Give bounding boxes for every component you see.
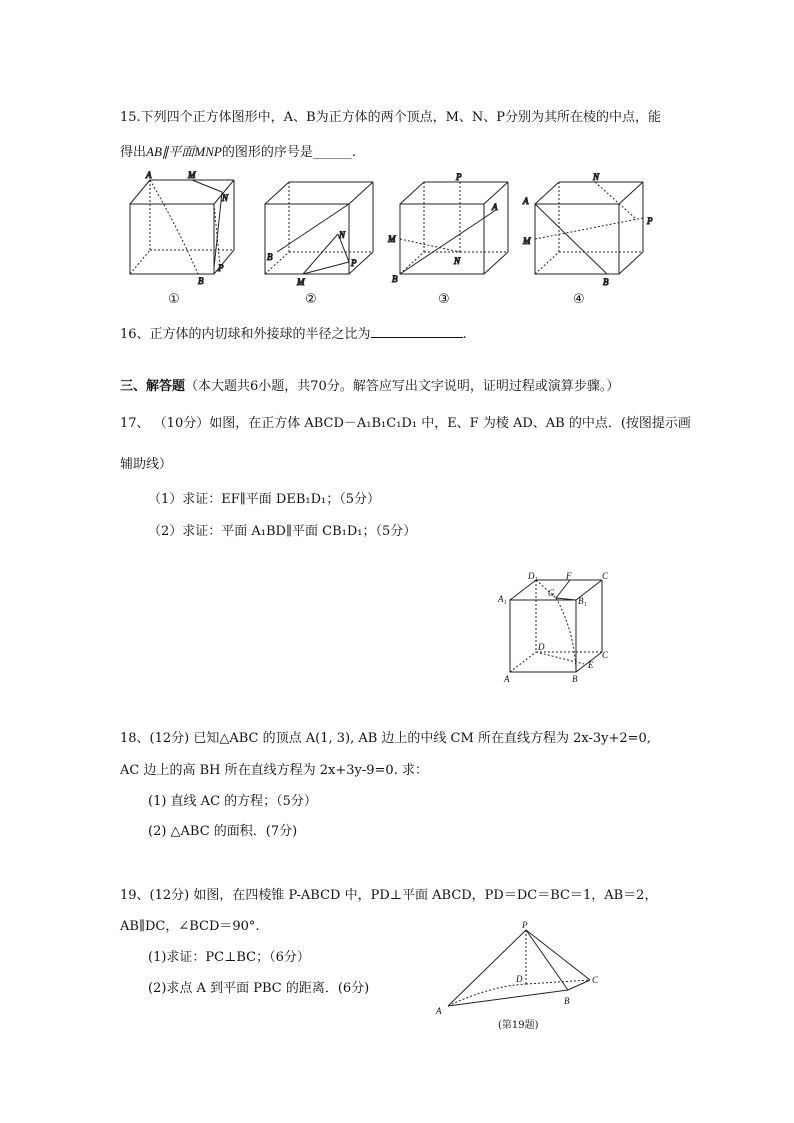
q18-line1: 18、(12分) 已知△ABC 的顶点 A(1, 3), AB 边上的中线 CM 所在直线方程为 2x-3y+2=0, (120, 731, 651, 746)
q16-line (120, 323, 467, 342)
q19-sub2: (2)求点 A 到平面 PBC 的距离．(6分) (148, 981, 370, 996)
label-c2-N: N (339, 230, 346, 240)
caption-1: ① (168, 292, 180, 307)
label-c2-M: M (297, 277, 305, 287)
label-q17-B1: B₁ (578, 596, 587, 606)
q17-line1: 17、 （10分）如图，在正方体 ABCD－A₁B₁C₁D₁ 中，E、F 为棱 AD、AB 的中点．(按图提示画 (120, 416, 691, 431)
label-q19-D: D (516, 974, 523, 984)
label-q17-D: D (538, 642, 545, 652)
cube-figure-3 (387, 172, 508, 284)
q18-sub2: (2) △ABC 的面积．(7分) (148, 824, 298, 839)
label-c3-N: N (454, 256, 461, 266)
section3-line (120, 375, 619, 394)
label-c2-B: B (267, 252, 273, 262)
label-q17-D1: D₁ (528, 571, 538, 581)
label-c1-B: B (198, 276, 204, 286)
q15-line2-post: 的图形的序号是______. (221, 145, 356, 160)
q15-math: AB∥平面MNP (146, 144, 222, 159)
q15-line2 (120, 141, 356, 160)
q16-end: . (462, 327, 467, 342)
label-q17-E: E (588, 660, 594, 670)
q16-answer-blank (371, 325, 463, 338)
q19-line2: AB∥DC，∠BCD＝90°. (120, 919, 260, 934)
label-c4-B: B (603, 277, 609, 287)
label-q17-F: F (566, 571, 572, 581)
label-c1-N: N (222, 193, 229, 203)
label-q19-A: A (436, 1006, 442, 1016)
label-c4-P: P (647, 216, 653, 226)
q17-sub2: （2）求证：平面 A₁BD∥平面 CB₁D₁；（5分） (148, 524, 417, 539)
label-c4-A: A (523, 196, 529, 206)
label-q19-C: C (592, 975, 599, 985)
label-c3-B: B (392, 274, 398, 284)
caption-4: ④ (573, 292, 585, 307)
label-q17-G: G (548, 588, 555, 598)
label-q17-A: A (504, 674, 510, 684)
q18-line2: AC 边上的高 BH 所在直线方程为 2x+3y-9=0. 求： (120, 763, 428, 778)
label-c3-M: M (388, 234, 396, 244)
q19-line1: 19、(12分) 如图，在四棱锥 P-ABCD 中，PD⊥平面 ABCD，PD＝DC＝BC＝1，AB＝2， (120, 888, 658, 903)
label-q17-B: B (572, 674, 578, 684)
label-q17-C: C (602, 571, 609, 581)
cube-figure-1 (130, 170, 234, 286)
q19-pyramid-figure (430, 916, 610, 1034)
cube-figure-2 (265, 182, 373, 287)
q17-line2: 辅助线） (120, 457, 173, 472)
label-c4-M: M (523, 236, 531, 246)
label-c3-A: A (492, 202, 498, 212)
label-c2-P: P (351, 258, 357, 268)
section3-note: （本大题共6小题，共70分。解答应写出文字说明，证明过程或演算步骤。） (185, 379, 620, 394)
label-q19-P: P (522, 920, 528, 930)
label-q19-B: B (564, 996, 570, 1006)
q17-cube-figure (496, 570, 616, 688)
label-c1-P: P (218, 263, 224, 273)
q16-text: 16、正方体的内切球和外接球的半径之比为 (120, 327, 371, 342)
label-q17-Cb: C (602, 650, 609, 660)
caption-2: ② (305, 292, 317, 307)
label-c1-A: A (146, 170, 152, 180)
caption-3: ③ (438, 292, 450, 307)
q15-line2-pre: 得出 (120, 145, 147, 160)
section3-heading: 三、解答题 (120, 379, 186, 394)
label-q17-A1: A₁ (498, 594, 507, 604)
q17-sub1: （1）求证：EF∥平面 DEB₁D₁；（5分） (148, 492, 381, 507)
q15-line1: 15.下列四个正方体图形中，A、B为正方体的两个顶点，M、N、P分别为其所在棱的中点，能 (120, 110, 662, 125)
cube-figure-4 (522, 172, 653, 287)
label-c1-M: M (188, 170, 196, 180)
q18-sub1: (1) 直线 AC 的方程；（5分） (148, 794, 317, 809)
q19-caption: (第19题) (498, 1020, 539, 1031)
q15-cube-figures (118, 168, 653, 310)
q19-sub1: (1)求证：PC⊥BC；（6分） (148, 950, 310, 965)
label-c4-N: N (593, 172, 600, 182)
label-c3-P: P (456, 172, 462, 182)
